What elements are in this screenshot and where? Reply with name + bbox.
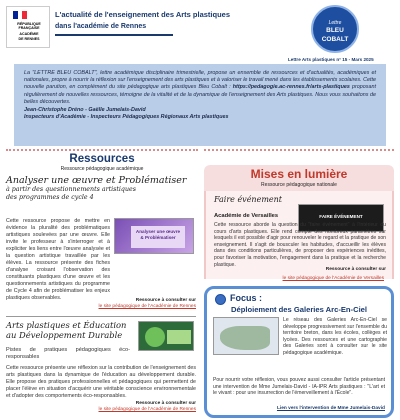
issue-number: Lettre Arts plastiques n° 15 - Mars 2025 <box>288 57 374 62</box>
article-analyser <box>6 175 198 201</box>
ressources-section: Analyser une œuvre et Problématiser à partir des questionnements artistiques des programmes de cycle 4 Analyser une œuvre & Problématiser Cette ressource propose de mettre en évidence la pluralité des problématiques artistiques soulevées par une œuvre. Elle invite le professeur à s'interroger et à expliciter les liens entre l'œuvre analysée et la question artistique travaillée par les élèves. La ressource présente des fiches d'analyse croisant l'observation des constituants plastiques d'une œuvre et les questionnements artistiques du programme de Cycle 4 afin de problématiser les enjeux plastiques observables. Ressource à consulter sur le site pédagogique de l'Académie de Rennes Arts plastiques et Éducation au Développement Durable Pistes de pratiques pédagogiques éco-responsables Cette ressource présente une réflexion sur la contribution de l'enseignement des arts plastiques dans la dynamique de l'éducation au développement durable. Elle propose des pratiques professionnelles et pédagogiques qui permettent de placer l'élève en situation d'acquérir une véritable conscience environnementale et d'adopter des comportements éco-responsables. Ressource à consulter sur le site pédagogique de l'Académie de Rennes <box>6 175 196 412</box>
article-title: Analyser une œuvre et Problématiser <box>6 175 187 186</box>
divider <box>6 149 198 151</box>
focus-text-2: Pour nourrir votre réflexion, vous pouvez aussi consulter l'article présentant une intervention de Mme Jumelais-David - IA-IPR Arts plastiques : "L'art et le vivant : pour une insurrection de l'émerveillement à l'École". <box>213 377 385 396</box>
article-org: Académie de Versailles <box>214 213 279 219</box>
analyser-thumbnail[interactable]: Analyser une œuvre & Problématiser <box>114 218 194 254</box>
ressources-subtitle: Ressource pédagogique académique <box>60 166 144 172</box>
focus-section <box>204 286 394 418</box>
article-subtitle: Pistes de pratiques pédagogiques éco-responsables <box>6 347 130 360</box>
newsletter-title: L'actualité de l'enseignement des Arts plastiques <box>55 10 231 19</box>
consult-link-rennes[interactable]: le site pédagogique de l'Académie de Rennes <box>98 304 196 309</box>
article-text: Cette ressource aborde la question du "faire événement" à l'intérieur du cours d'arts plastiques. Elle rend compte des nombreux paramètres sur lesquels il est possible d'agir pour renouveler le regard et la pratique de son enseignement. Il s'agit de bousculer les habitudes, d'accueillir les élèves dans des conditions particulières, de proposer des expériences inédites, pour favoriser la motivation, l'engagement dans la pratique et la recherche plastique. <box>214 222 386 268</box>
academy-logo <box>6 6 50 48</box>
signature: Jean-Christophe Dréno - Gaëlle Jumelais-David <box>24 107 146 114</box>
edd-thumbnail[interactable] <box>138 321 194 351</box>
faire-evenement-thumbnail[interactable]: FAIRE ÉVÉNEMENT <box>298 204 384 232</box>
focus-title: Focus : <box>230 293 263 303</box>
galeries-map-thumbnail[interactable] <box>213 317 279 355</box>
divider <box>6 316 196 317</box>
mises-subtitle: Ressource pédagogique nationale <box>261 182 337 188</box>
article-title: Faire événement <box>214 195 282 204</box>
focus-icon <box>215 294 226 305</box>
consult-link-versailles[interactable]: le site pédagogique de l'Académie de Versailles <box>282 276 384 281</box>
article-subtitle: à partir des questionnements artistiques des programmes de cycle 4 <box>6 186 136 201</box>
mises-title: Mises en lumière <box>250 167 348 181</box>
article-text: Cette ressource présente une réflexion sur la contribution de l'enseignement des arts plastiques dans la dynamique de l'éducation au développement durable. Elle propose des pratiques professionnelles et pédagogiques qui permettent de placer l'élève en situation d'acquérir une véritable conscience environnementale et d'adopter des comportements éco-responsables. <box>6 365 196 399</box>
divider <box>204 149 394 151</box>
pedagogy-site-link[interactable]: https://pedagogie.ac-rennes.fr/arts-plastiques <box>232 84 350 91</box>
article-edd <box>6 320 134 340</box>
intro-box <box>14 64 386 146</box>
bleu-cobalt-badge: Lettre BLEU COBALT <box>311 5 359 53</box>
mises-header <box>204 165 394 191</box>
mises-section: Faire événement Académie de Versailles FAIRE ÉVÉNEMENT Cette ressource aborde la question du "faire événement" à l'intérieur du cours d'arts plastiques. Elle rend compte des nombreux paramètres sur lesquels il est possible d'agir pour renouveler le regard et la pratique de son enseignement. Il s'agit de bousculer les habitudes, d'accueillir les élèves dans des conditions particulières, de proposer des expériences inédites, pour favoriser la motivation, l'engagement dans la pratique et la recherche plastique. Ressource à consulter sur <box>204 191 394 279</box>
logo-text: RÉPUBLIQUE FRANÇAISE ACADÉMIE DE RENNES <box>17 22 41 41</box>
header-divider <box>55 34 173 36</box>
focus-heading: Déploiement des Galeries Arc-En-Ciel <box>230 305 368 314</box>
article-title: Arts plastiques et Éducation au Développement Durable <box>6 320 127 340</box>
flag-icon <box>13 11 27 19</box>
focus-text: Le réseau des Galeries Arc-En-Ciel se développe progressivement sur l'ensemble du territoire breton, dans les écoles, collèges et lycées. Des ressources et une cartographie des Galeries sont à consulter sur le site pédagogique académique. <box>283 317 387 356</box>
intervention-link[interactable]: Lien vers l'intervention de Mme Jumelais-David <box>276 406 385 411</box>
article-text: Cette ressource propose de mettre en évidence la pluralité des problématiques artistiques soulevées par une œuvre. Elle invite le professeur à s'interroger et à expliciter les liens entre l'œuvre analysée et la question artistique travaillée par les élèves. La ressource présente des fiches d'analyse croisant l'observation des constituants plastiques d'une œuvre et les questionnements artistiques du programme de Cycle 4 afin de problématiser les enjeux plastiques observables. <box>6 218 110 301</box>
newsletter-subtitle: dans l'académie de Rennes <box>55 23 147 30</box>
signature-role: Inspecteurs d'Académie - Inspecteurs Pédagogiques Régionaux Arts plastiques <box>24 114 229 121</box>
ressources-title: Ressources <box>69 153 135 165</box>
header <box>0 0 400 62</box>
intro-text: La "LETTRE BLEU COBALT", lettre académique disciplinaire trimestrielle, propose un ensemble de ressources et d'actualités, académiques et nationales, propre à nourrir la réflexion sur l'enseignement des arts plastiques et à valoriser le travail mené dans les établissements scolaires. Cette nouvelle parution, en complément du site pédagogique arts plastiques Bleu Cobalt : https://pedagogie.ac-rennes.fr/arts-plastiques proposant régulièrement de nouvelles ressources, témoigne de la vitalité et de la dynamique de l'enseignement des Arts plastiques. Nous vous souhaitons de belles découvertes. <box>24 70 376 105</box>
consult-link-rennes-2[interactable]: le site pédagogique de l'Académie de Rennes <box>98 407 196 412</box>
